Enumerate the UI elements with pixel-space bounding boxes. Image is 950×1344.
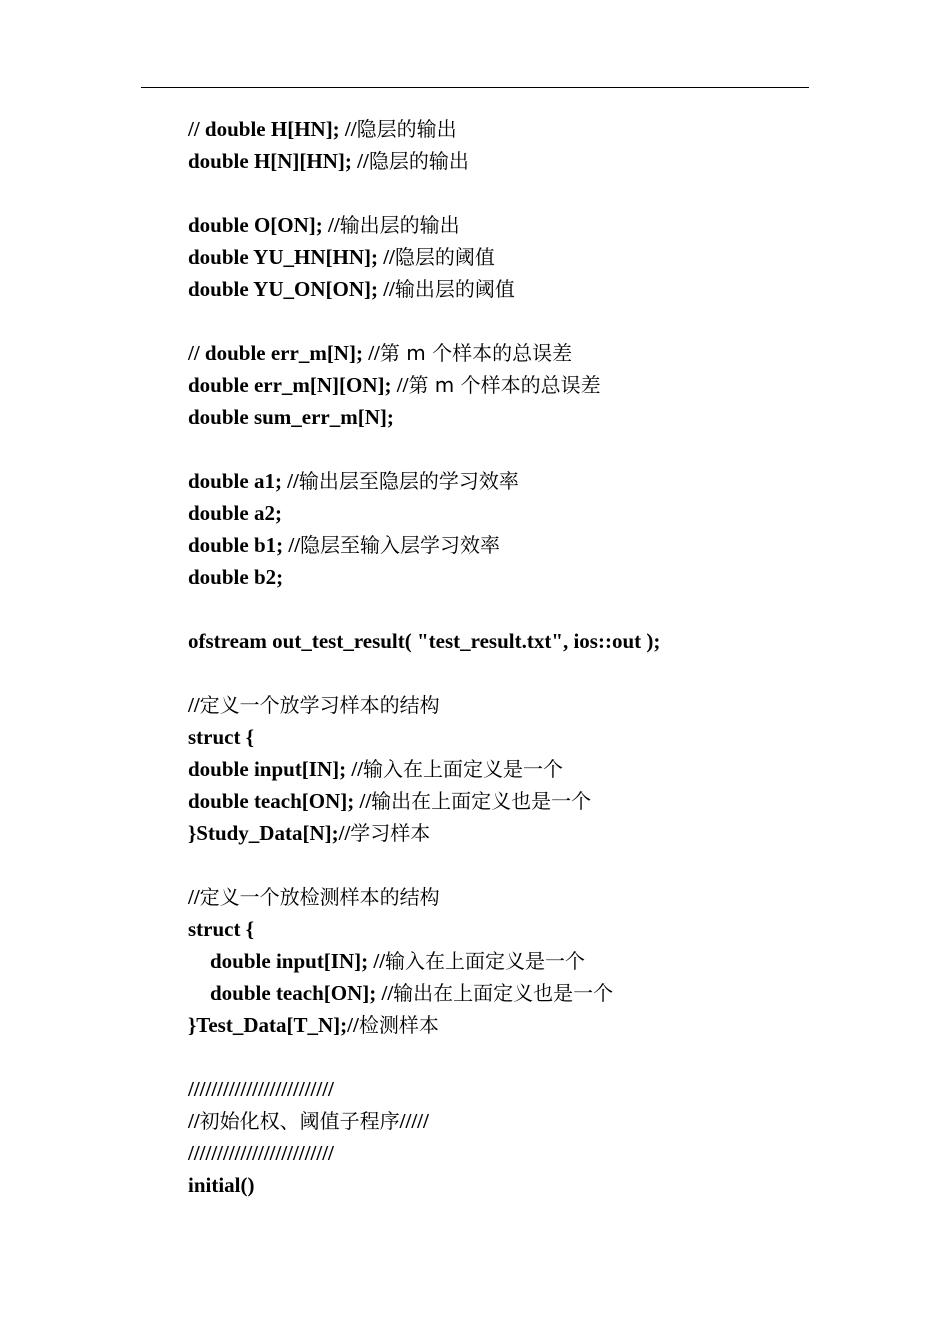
code-line xyxy=(188,1105,808,1137)
code-text: ///////////////////////// xyxy=(188,1077,334,1101)
code-line xyxy=(188,881,808,913)
code-line xyxy=(188,721,808,753)
code-line xyxy=(188,337,808,369)
comment-text: 隐层至输入层学习效率 xyxy=(300,533,501,557)
comment-text: 定义一个放检测样本的结构 xyxy=(199,885,440,909)
blank-line xyxy=(188,305,808,337)
code-text: struct { xyxy=(188,725,255,749)
code-text: double teach[ON]; // xyxy=(188,789,372,813)
code-text: double b2; xyxy=(188,565,284,589)
code-text: double sum_err_m[N]; xyxy=(188,405,394,429)
blank-line xyxy=(188,177,808,209)
comment-text: 初始化权、阈值子程序 xyxy=(199,1109,400,1133)
code-text: double a2; xyxy=(188,501,282,525)
code-text: // double err_m[N]; // xyxy=(188,341,380,365)
code-line xyxy=(188,401,808,433)
code-line xyxy=(188,113,808,145)
comment-text: 检测样本 xyxy=(358,1013,439,1037)
comment-text: 学习样本 xyxy=(350,821,431,845)
comment-text: 隐层的阈值 xyxy=(394,245,495,269)
code-text: double a1; // xyxy=(188,469,299,493)
code-line xyxy=(188,273,808,305)
comment-text: 隐层的输出 xyxy=(356,117,457,141)
code-line xyxy=(188,497,808,529)
code-text: double err_m[N][ON]; // xyxy=(188,373,409,397)
code-line xyxy=(188,529,808,561)
code-text: double O[ON]; // xyxy=(188,213,340,237)
comment-text: 输入在上面定义是一个 xyxy=(363,757,564,781)
code-line xyxy=(188,977,808,1009)
blank-line xyxy=(188,849,808,881)
code-line xyxy=(188,1169,808,1201)
code-line xyxy=(188,753,808,785)
code-text: double H[N][HN]; // xyxy=(188,149,369,173)
comment-text: 输出在上面定义也是一个 xyxy=(393,981,614,1005)
code-text: // double H[HN]; // xyxy=(188,117,357,141)
code-text: initial() xyxy=(188,1173,255,1197)
comment-text: 输出层的阈值 xyxy=(394,277,515,301)
code-line xyxy=(188,1137,808,1169)
code-text: }Study_Data[N];// xyxy=(188,821,351,845)
blank-line xyxy=(188,657,808,689)
code-line xyxy=(188,369,808,401)
code-line xyxy=(188,689,808,721)
code-line xyxy=(188,817,808,849)
code-text: double input[IN]; // xyxy=(188,757,364,781)
comment-text: 第 m 个样本的总误差 xyxy=(379,341,573,365)
code-line xyxy=(188,913,808,945)
code-text: double teach[ON]; // xyxy=(210,981,394,1005)
blank-line xyxy=(188,593,808,625)
code-text: ///////////////////////// xyxy=(188,1141,334,1165)
code-text: }Test_Data[T_N];// xyxy=(188,1013,359,1037)
blank-line xyxy=(188,1041,808,1073)
code-line xyxy=(188,1073,808,1105)
code-line xyxy=(188,209,808,241)
code-text: double YU_HN[HN]; // xyxy=(188,245,395,269)
comment-text: 输入在上面定义是一个 xyxy=(385,949,586,973)
code-line xyxy=(188,561,808,593)
code-line xyxy=(188,465,808,497)
code-line xyxy=(188,145,808,177)
code-text: double input[IN]; // xyxy=(210,949,386,973)
comment-text: 输出在上面定义也是一个 xyxy=(371,789,592,813)
code-text: // xyxy=(188,1109,200,1133)
blank-line xyxy=(188,433,808,465)
comment-text: 定义一个放学习样本的结构 xyxy=(199,693,440,717)
code-line xyxy=(188,241,808,273)
comment-text: 隐层的输出 xyxy=(368,149,469,173)
code-text: double YU_ON[ON]; // xyxy=(188,277,395,301)
header-rule xyxy=(141,87,809,88)
code-text: // xyxy=(188,693,200,717)
code-line xyxy=(188,625,808,657)
code-text: ofstream out_test_result( "test_result.txt", ios::out ); xyxy=(188,629,661,653)
code-text: // xyxy=(188,885,200,909)
code-line xyxy=(188,945,808,977)
code-line xyxy=(188,1009,808,1041)
code-text: double b1; // xyxy=(188,533,301,557)
code-line xyxy=(188,785,808,817)
comment-text: 输出层至隐层的学习效率 xyxy=(298,469,519,493)
comment-text: 输出层的输出 xyxy=(339,213,460,237)
code-text: struct { xyxy=(188,917,255,941)
code-listing xyxy=(188,113,808,1201)
comment-text: 第 m 个样本的总误差 xyxy=(408,373,601,397)
code-tail: ///// xyxy=(399,1109,429,1133)
